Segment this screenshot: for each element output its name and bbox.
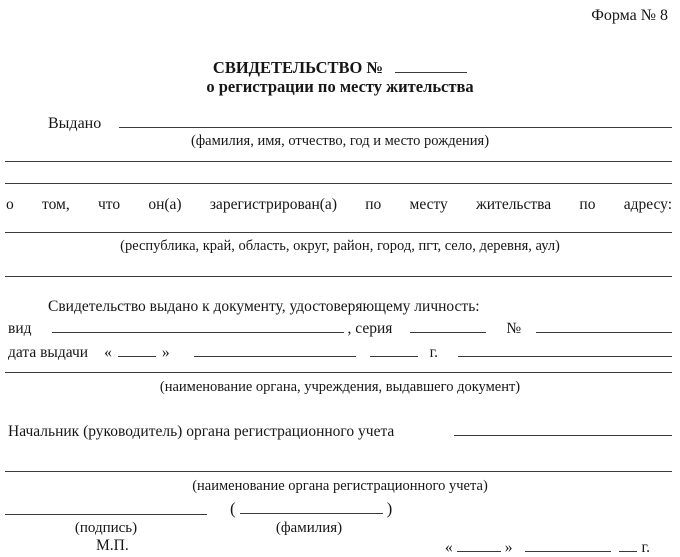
bottom-day-blank bbox=[457, 536, 501, 552]
registration-org-caption: (наименование органа регистрационного учета) bbox=[192, 478, 488, 494]
certificate-number-blank bbox=[395, 56, 467, 73]
identity-document-intro: Свидетельство выдано к документу, удостоверяющему личность: bbox=[48, 298, 480, 315]
issued-label: Выдано bbox=[48, 115, 102, 133]
issued-name-blank bbox=[119, 112, 672, 128]
series-blank bbox=[410, 317, 486, 333]
registration-org-line bbox=[5, 471, 672, 472]
registration-statement: о том, что он(а) зарегистрирован(а) по месту жительства по адресу: bbox=[6, 196, 672, 213]
month-blank bbox=[194, 341, 356, 357]
issued-caption: (фамилия, имя, отчество, год и место рождения) bbox=[190, 133, 490, 149]
series-label: , серия bbox=[347, 319, 393, 337]
certificate-subtitle: о регистрации по месту жительства bbox=[206, 77, 474, 96]
year-blank bbox=[370, 341, 418, 357]
doc-type-blank bbox=[52, 317, 344, 333]
address-line bbox=[5, 232, 672, 233]
bottom-year-abbr: г. bbox=[641, 538, 650, 556]
surname-paren-close: ) bbox=[386, 499, 393, 519]
name-continuation-line-2 bbox=[5, 183, 672, 184]
day-blank bbox=[118, 341, 156, 357]
issuing-body-blank bbox=[458, 341, 672, 357]
name-continuation-line-1 bbox=[5, 161, 672, 162]
bottom-date-quote-open: « bbox=[445, 538, 453, 556]
day-quote-open-mark: « bbox=[104, 343, 112, 361]
signature-caption: (подпись) bbox=[74, 520, 138, 536]
bottom-date-quote-close: » bbox=[504, 538, 513, 556]
year-abbr-label: г. bbox=[429, 343, 439, 361]
issue-date-label: дата выдачи bbox=[8, 343, 89, 361]
issuing-body-caption: (наименование органа, учреждения, выдавшего документ) bbox=[159, 379, 521, 395]
address-continuation-line bbox=[5, 276, 672, 277]
day-quote-close-mark: » bbox=[161, 343, 170, 361]
official-title-label: Начальник (руководитель) органа регистрационного учета bbox=[8, 422, 395, 440]
number-label: № bbox=[506, 319, 522, 337]
bottom-month-blank bbox=[525, 536, 611, 552]
issuing-body-line bbox=[5, 372, 672, 373]
signature-line bbox=[5, 514, 207, 515]
address-caption: (республика, край, область, округ, район, город, пгт, село, деревня, аул) bbox=[120, 238, 560, 254]
bottom-year-blank bbox=[619, 536, 637, 552]
stamp-place-label: М.П. bbox=[96, 537, 129, 554]
surname-paren-open: ( bbox=[230, 499, 236, 519]
doc-type-label: вид bbox=[8, 319, 32, 337]
number-blank bbox=[536, 317, 672, 333]
form-number-label: Форма № 8 bbox=[591, 7, 668, 24]
surname-blank bbox=[240, 497, 383, 514]
certificate-title: СВИДЕТЕЛЬСТВО № bbox=[212, 57, 384, 77]
official-signature-blank bbox=[454, 420, 672, 436]
surname-caption: (фамилия) bbox=[275, 520, 343, 536]
